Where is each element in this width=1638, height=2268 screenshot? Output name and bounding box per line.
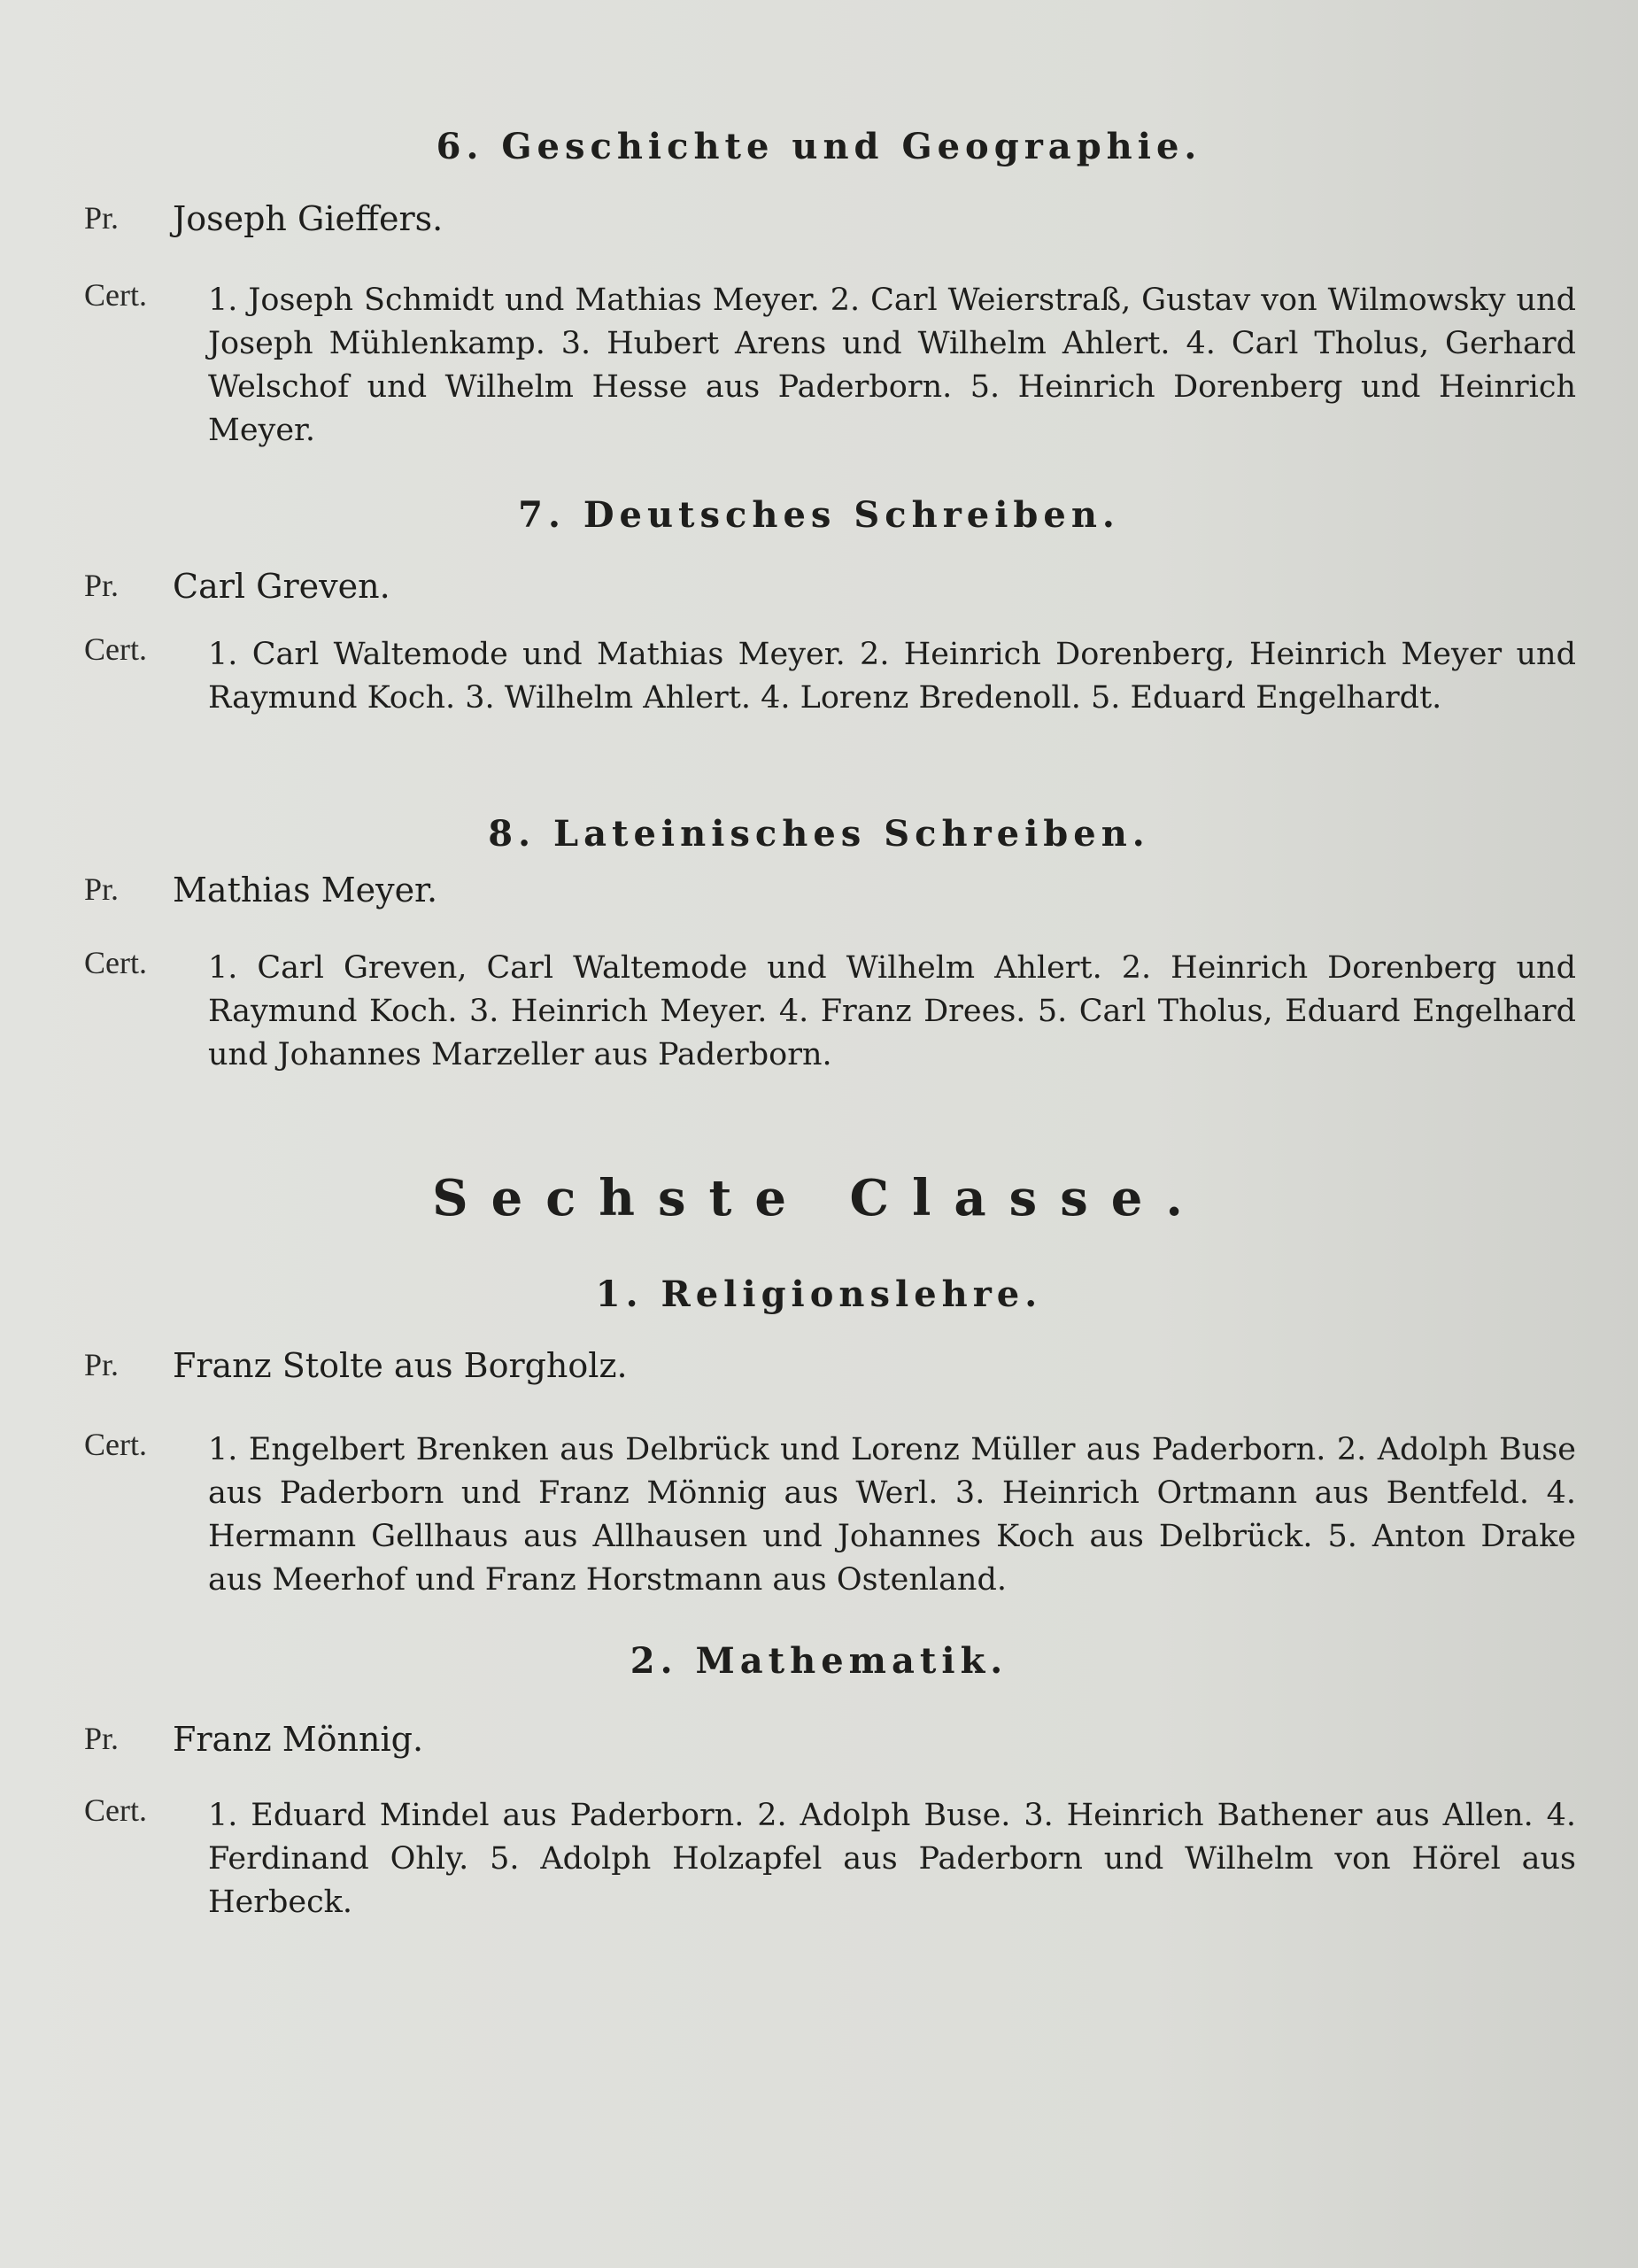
pr-value: Mathias Meyer.	[173, 871, 438, 910]
section-heading-religionslehre: 1. Religionslehre.	[595, 1273, 1043, 1315]
cert-text: 1. Joseph Schmidt und Mathias Meyer. 2. Carl Weierstraß, Gustav von Wilmowsky und Joseph Mühlenkamp. 3. Hubert Arens und Wilhelm Ahlert. 4. Carl Tholus, Gerhard Welschof und Wilhelm Hesse aus Paderborn. 5. Heinrich Dorenberg und Heinrich Meyer.	[208, 283, 1576, 448]
cert-label: Cert.	[84, 1792, 147, 1828]
cert-label: Cert.	[84, 1427, 147, 1462]
pr-label: Pr.	[84, 1347, 120, 1382]
section-heading-mathematik: 2. Mathematik.	[630, 1640, 1008, 1682]
section-heading-geschichte: 6. Geschichte und Geographie.	[436, 126, 1202, 167]
pr-value: Joseph Gieffers.	[173, 199, 444, 238]
cert-label: Cert.	[84, 277, 147, 313]
class-heading: Sechste Classe.	[432, 1169, 1206, 1227]
pr-value: Franz Stolte aus Borgholz.	[173, 1346, 628, 1385]
cert-text: 1. Carl Greven, Carl Waltemode und Wilhelm Ahlert. 2. Heinrich Dorenberg und Raymund Koch. 3. Heinrich Meyer. 4. Franz Drees. 5. Carl Tholus, Eduard Engelhard und Johannes Marzeller aus Paderborn.	[208, 950, 1576, 1072]
pr-row	[0, 1720, 1638, 1773]
cert-text: 1. Carl Waltemode und Mathias Meyer. 2. Heinrich Dorenberg, Heinrich Meyer und Raymund Koch. 3. Wilhelm Ahlert. 4. Lorenz Bredenoll. 5. Eduard Engelhardt.	[208, 637, 1576, 716]
pr-value: Carl Greven.	[173, 567, 390, 606]
section-heading-deutsches-schreiben: 7. Deutsches Schreiben.	[518, 494, 1120, 536]
pr-row	[0, 199, 1638, 252]
pr-label: Pr.	[84, 200, 120, 236]
pr-value: Franz Mönnig.	[173, 1720, 424, 1759]
cert-label: Cert.	[84, 945, 147, 980]
pr-row	[0, 567, 1638, 620]
pr-row	[0, 871, 1638, 924]
pr-row	[0, 1346, 1638, 1399]
cert-text: 1. Eduard Mindel aus Paderborn. 2. Adolph Buse. 3. Heinrich Bathener aus Allen. 4. Ferdinand Ohly. 5. Adolph Holzapfel aus Paderborn und Wilhelm von Hörel aus Herbeck.	[208, 1798, 1576, 1920]
pr-label: Pr.	[84, 568, 120, 603]
cert-label: Cert.	[84, 631, 147, 667]
pr-label: Pr.	[84, 1721, 120, 1756]
section-heading-lateinisches-schreiben: 8. Lateinisches Schreiben.	[488, 813, 1150, 855]
pr-label: Pr.	[84, 871, 120, 907]
cert-text: 1. Engelbert Brenken aus Delbrück und Lorenz Müller aus Paderborn. 2. Adolph Buse aus Paderborn und Franz Mönnig aus Werl. 3. Heinrich Ortmann aus Bentfeld. 4. Hermann Gellhaus aus Allhausen und Johannes Koch aus Delbrück. 5. Anton Drake aus Meerhof und Franz Horstmann aus Ostenland.	[208, 1432, 1576, 1598]
